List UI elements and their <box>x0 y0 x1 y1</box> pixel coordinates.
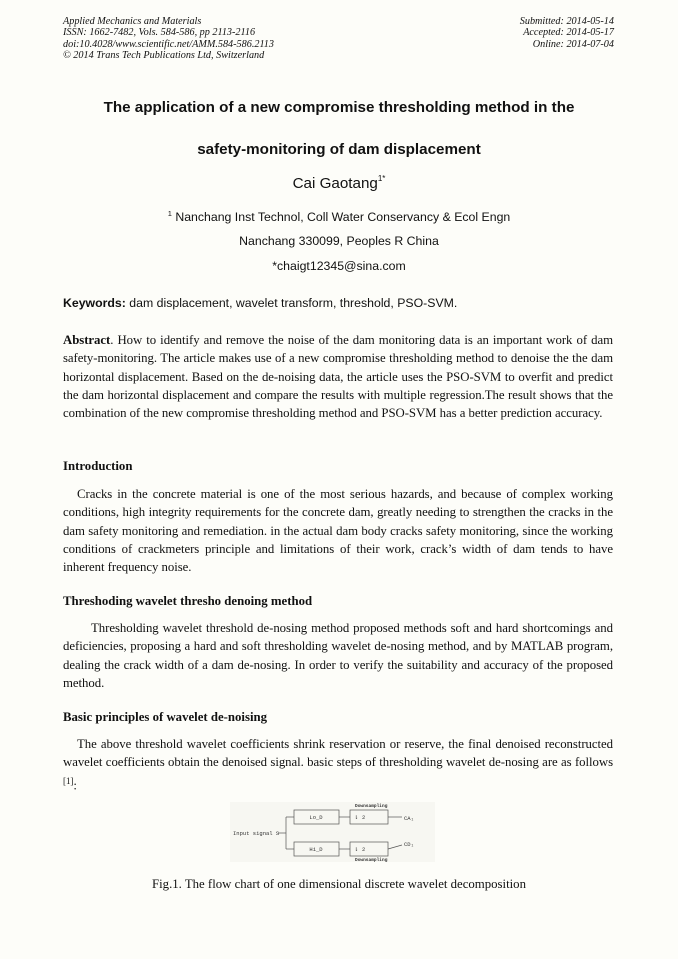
author <box>0 174 678 192</box>
title-line-2: safety-monitoring of dam displacement <box>197 141 481 158</box>
citation-ref[interactable]: [1] <box>63 775 74 786</box>
basic-principles-heading: Basic principles of wavelet de-noising <box>63 710 268 724</box>
basic-principles-text <box>63 735 613 794</box>
journal-header <box>63 16 274 62</box>
thresholding-text: Thresholding wavelet threshold de-nosing method proposed methods soft and hard shortcomings and deficiencies, proposing a hard and soft thresholding wavelet de-nosing method, and by MATLAB program, dealing the crack width of a dam de-nosing. In order to verify the suitability and accuracy of the proposed method. <box>63 621 613 690</box>
online-date: Online: 2014-07-04 <box>532 38 614 50</box>
header-doi: doi:10.4028/www.scientific.net/AMM.584-586.2113 <box>63 38 274 50</box>
downsampling-top-label: Downsampling <box>355 804 388 809</box>
abstract-text: . How to identify and remove the noise of the dam monitoring data is an important work of dam safety-monitoring. The article makes use of a new compromise thresholding method to denoise the the dam horizontal displacement. Based on the de-noising data, the article uses the PSO-SVM to overfit and predict the dam horizontal displacement and compare the results with multiple regression.The result shows that the combination of the new compromise thresholding method and PSO-SVM has a better prediction accuracy. <box>63 333 613 421</box>
figure-caption: Fig.1. The flow chart of one dimensional discrete wavelet decomposition <box>152 877 526 891</box>
author-name: Cai Gaotang <box>292 175 378 192</box>
affiliation-line-1 <box>0 209 678 224</box>
dates-header <box>520 16 614 50</box>
hi-d-label: Hi_D <box>309 846 323 853</box>
keywords <box>63 296 623 310</box>
abstract-label: Abstract <box>63 333 111 347</box>
introduction-heading: Introduction <box>63 459 133 473</box>
output-ca1: CA₁ <box>404 815 414 822</box>
abstract <box>63 331 613 422</box>
factor-bottom: 2 <box>362 846 366 853</box>
affiliation-institution: Nanchang Inst Technol, Coll Water Conservancy & Ecol Engn <box>175 210 511 224</box>
introduction-text: Cracks in the concrete material is one of the most serious hazards, and because of complex working conditions, high integrity requirements for the concrete dam, greatly needing to strengthen the cracks in the dam safety monitoring and remediation. in the actual dam body cracks safety monitoring, since the working conditions of crackmeters principle and limitations of their work, crack’s width of dam tends to have inherent frequency noise. <box>63 487 613 575</box>
header-copyright: © 2014 Trans Tech Publications Ltd, Switzerland <box>63 50 265 62</box>
author-email[interactable]: *chaigt12345@sina.com <box>272 259 406 273</box>
title-line-1: The application of a new compromise thresholding method in the <box>103 99 575 116</box>
down-arrow-top-icon: ⇂ <box>354 814 359 822</box>
input-signal-label: Input signal S <box>233 830 280 837</box>
keywords-label: Keywords: <box>63 296 126 310</box>
down-arrow-bottom-icon: ⇂ <box>354 846 359 854</box>
author-mark: 1* <box>377 174 386 183</box>
accepted-date: Accepted: 2014-05-17 <box>523 27 614 39</box>
header-issn: ISSN: 1662-7482, Vols. 584-586, pp 2113-2116 <box>63 27 256 39</box>
thresholding-heading: Threshoding wavelet thresho denoing method <box>63 594 313 608</box>
submitted-date: Submitted: 2014-05-14 <box>519 16 614 27</box>
paper-title <box>40 87 638 171</box>
downsampling-bottom-label: Downsampling <box>355 858 388 862</box>
wavelet-decomposition-diagram <box>230 802 435 862</box>
output-cd1: CD₁ <box>404 841 414 848</box>
affiliation-mark: 1 <box>167 209 172 218</box>
keywords-text: dam displacement, wavelet transform, threshold, PSO-SVM. <box>129 296 458 310</box>
basic-principles-colon: : <box>73 777 77 792</box>
header-journal-name: Applied Mechanics and Materials <box>63 16 202 27</box>
affiliation-address: Nanchang 330099, Peoples R China <box>239 234 439 248</box>
factor-top: 2 <box>362 814 366 821</box>
lo-d-label: Lo_D <box>309 814 323 821</box>
basic-principles-body: The above threshold wavelet coefficients shrink reservation or reserve, the final denoised reconstructed wavelet coefficients obtain the denoised signal. basic steps of thresholding wavelet de-nosing are as follows <box>63 737 613 770</box>
